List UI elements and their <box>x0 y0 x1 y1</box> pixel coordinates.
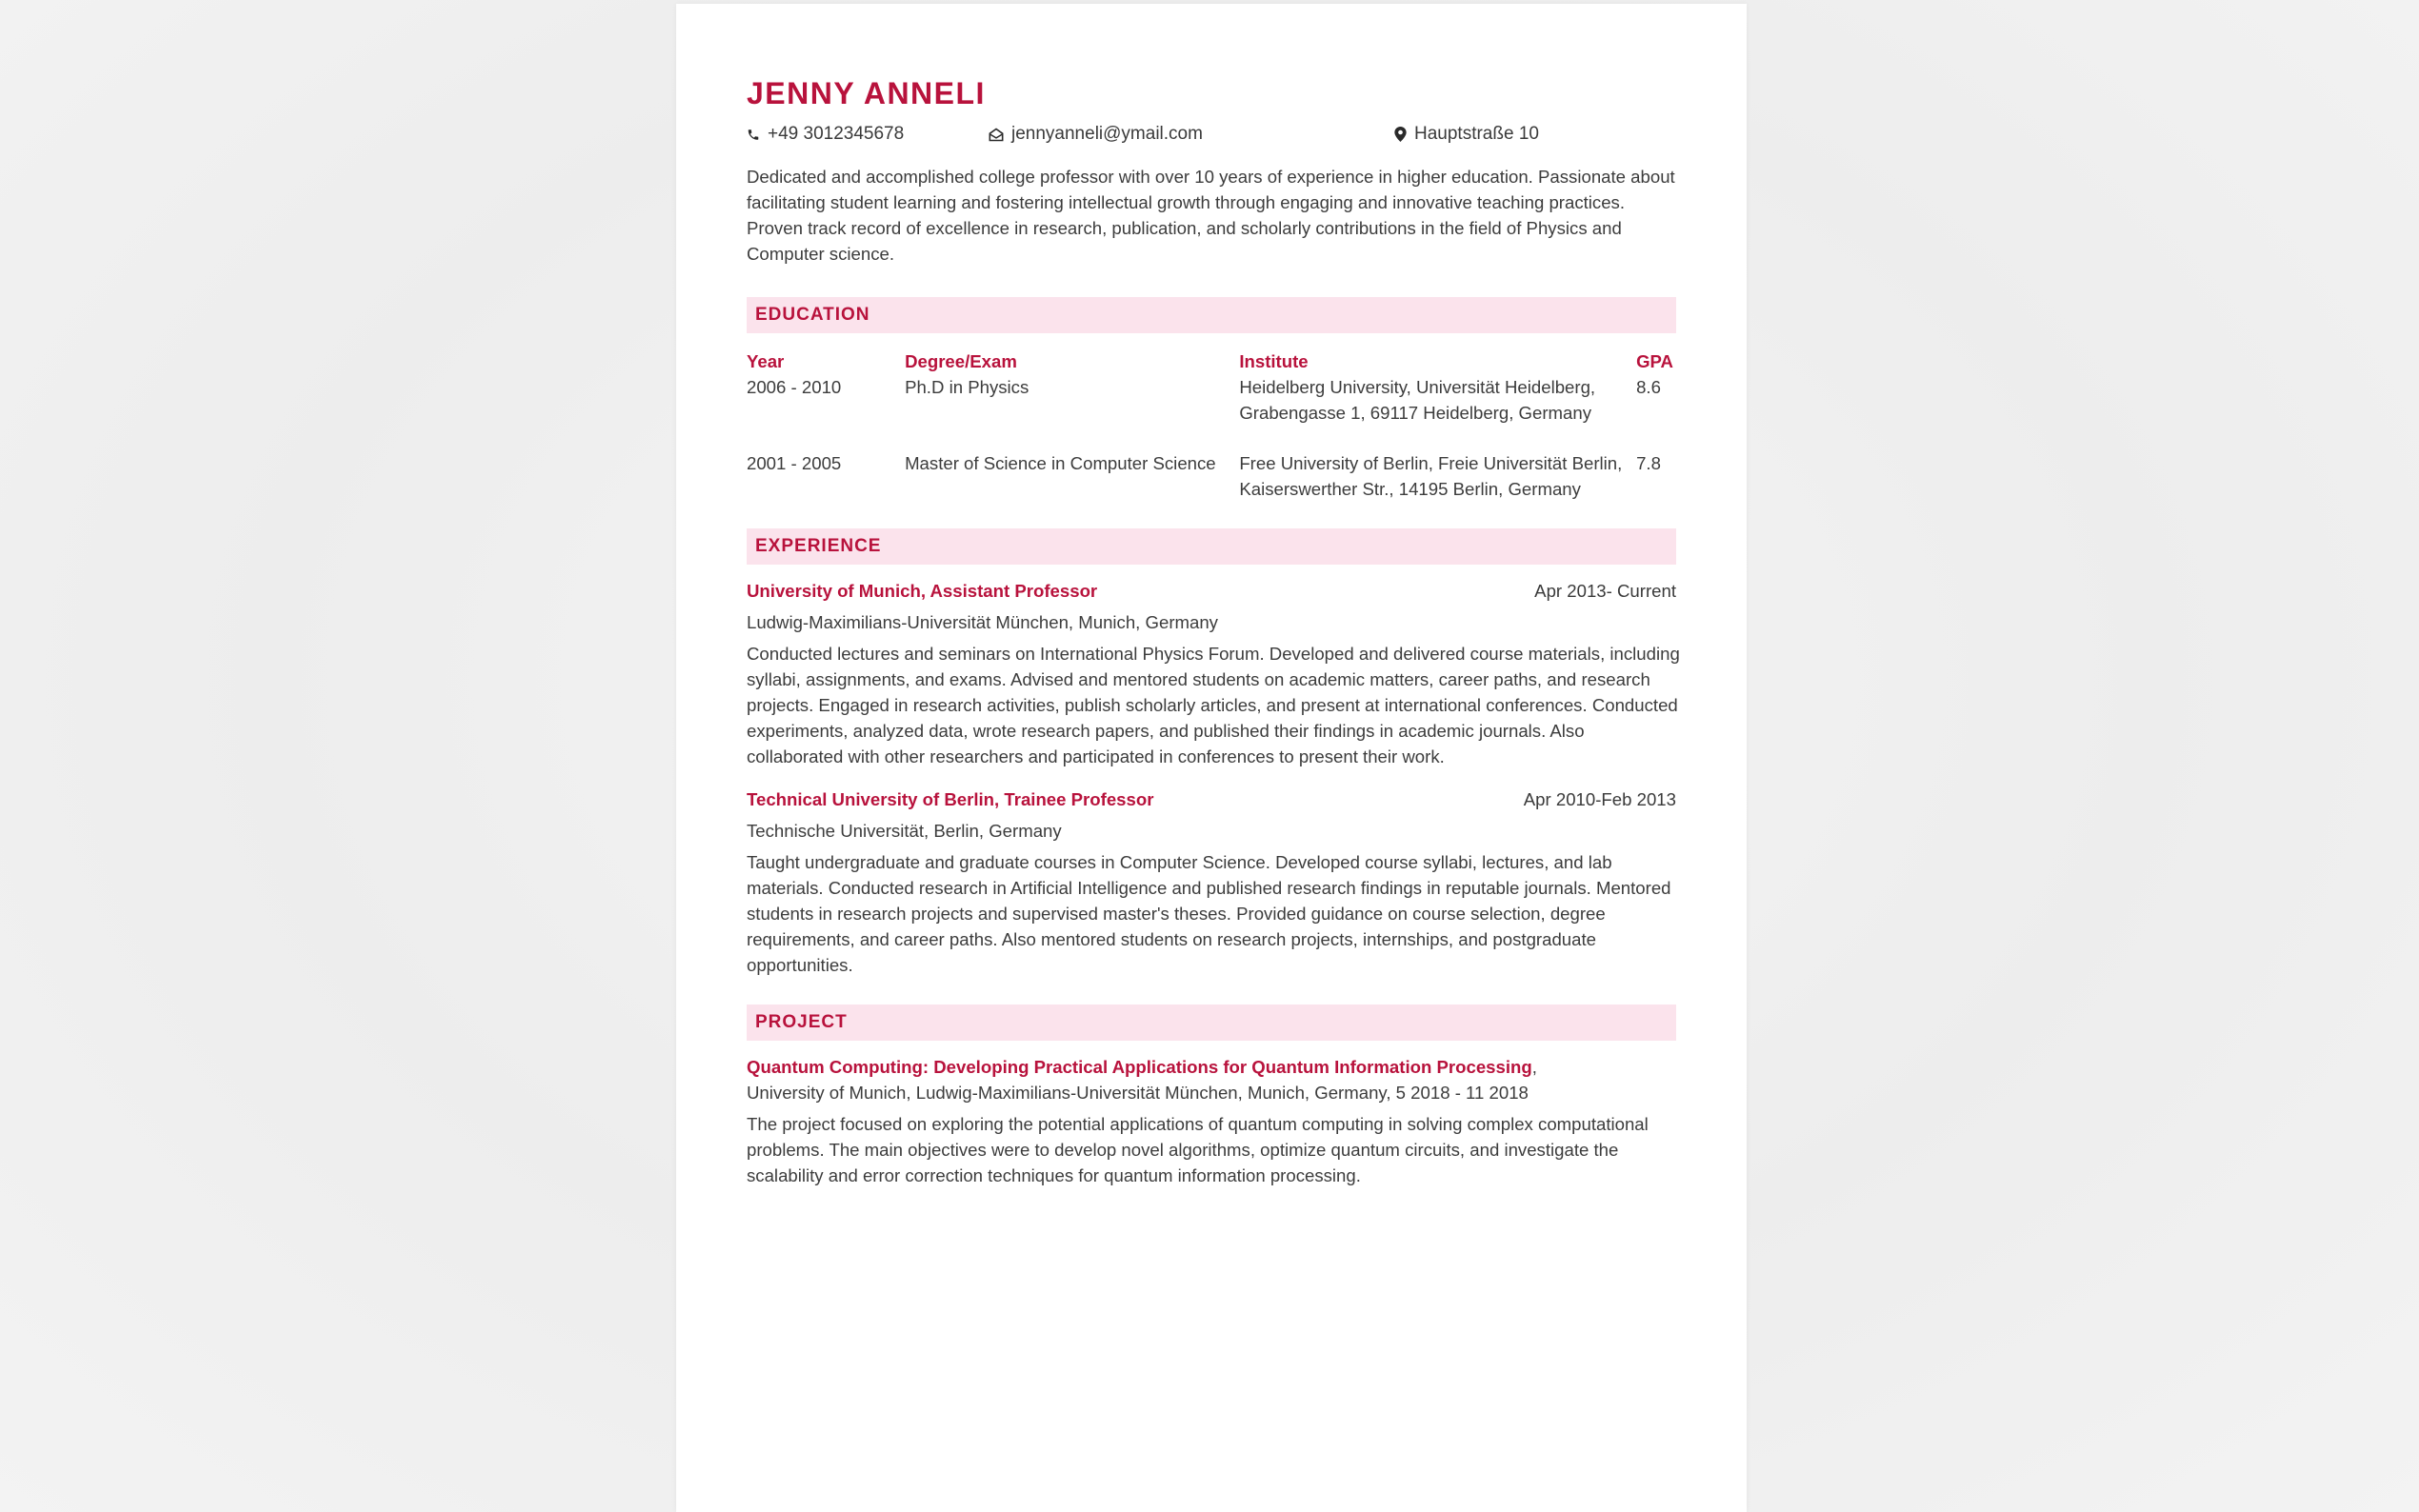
job-dates: Apr 2010-Feb 2013 <box>1523 789 1676 809</box>
experience-item-header <box>747 578 1676 604</box>
education-year: 2006 - 2010 <box>747 377 842 397</box>
education-degree: Master of Science in Computer Science <box>905 453 1216 473</box>
education-year: 2001 - 2005 <box>747 453 842 473</box>
column-header-institute: Institute <box>1239 351 1309 371</box>
education-gpa: 8.6 <box>1636 377 1661 397</box>
job-title: University of Munich, Assistant Professor <box>747 581 1098 601</box>
job-organization: Ludwig-Maximilians-Universität München, Munich, Germany <box>747 612 1218 632</box>
education-table <box>747 348 1676 502</box>
job-title: Technical University of Berlin, Trainee Professor <box>747 789 1154 809</box>
education-degree: Ph.D in Physics <box>905 377 1030 397</box>
experience-item <box>747 578 1680 769</box>
envelope-open-icon <box>989 128 1004 142</box>
job-description: Taught undergraduate and graduate courses in Computer Science. Developed course syllabi, lectures, and lab materials. Conducted research in Artificial Intelligence and published research findings in reputable journals. Mentored students in research projects and supervised master's theses. Provided guidance on course selection, degree requirements, and career paths. Also mentored students on research projects, internships, and postgraduate opportunities. <box>747 852 1671 975</box>
column-header-year: Year <box>747 351 785 371</box>
contact-phone <box>747 124 904 145</box>
resume-page <box>676 4 1747 1512</box>
project-title: Quantum Computing: Developing Practical Applications for Quantum Information Processing <box>747 1057 1532 1077</box>
contact-row <box>747 124 1676 150</box>
experience-item-header <box>747 786 1676 812</box>
project-item <box>747 1054 1676 1188</box>
job-dates: Apr 2013- Current <box>1534 581 1676 601</box>
column-header-gpa: GPA <box>1636 351 1673 371</box>
project-title-line <box>747 1054 1676 1080</box>
education-gpa: 7.8 <box>1636 453 1661 473</box>
map-pin-icon <box>1394 127 1407 142</box>
address-text: Hauptstraße 10 <box>1414 124 1539 144</box>
education-heading: EDUCATION <box>747 297 1676 333</box>
profile-summary: Dedicated and accomplished college professor with over 10 years of experience in higher education. Passionate about facilitating student learning and fostering intellectual growth through engaging and innovative teaching practices. Proven track record of excellence in research, publication, and scholarly contributions in the field of Physics and Computer science. <box>747 167 1675 264</box>
candidate-name: JENNY ANNELI <box>747 76 986 110</box>
job-organization: Technische Universität, Berlin, Germany <box>747 821 1062 841</box>
project-heading: PROJECT <box>747 1005 1676 1041</box>
contact-address <box>1394 124 1539 145</box>
education-header-row <box>747 348 1676 374</box>
contact-email <box>989 124 1203 145</box>
phone-icon <box>747 128 760 142</box>
experience-item <box>747 786 1676 978</box>
project-title-suffix: , <box>1531 1057 1537 1077</box>
email-text: jennyanneli@ymail.com <box>1011 124 1203 144</box>
project-description: The project focused on exploring the potential applications of quantum computing in solving complex computational problems. The main objectives were to develop novel algorithms, optimize quantum circuits, and investigate the scalability and error correction techniques for quantum information processing. <box>747 1114 1649 1185</box>
education-institute: Free University of Berlin, Freie Universität Berlin, Kaiserswerther Str., 14195 Berlin, Germany <box>1239 453 1623 499</box>
education-row <box>747 450 1676 502</box>
education-institute: Heidelberg University, Universität Heidelberg, Grabengasse 1, 69117 Heidelberg, Germany <box>1239 377 1596 423</box>
experience-heading: EXPERIENCE <box>747 528 1676 565</box>
project-details: University of Munich, Ludwig-Maximilians-Universität München, Munich, Germany, 5 2018 - 11 2018 <box>747 1083 1529 1103</box>
job-description: Conducted lectures and seminars on International Physics Forum. Developed and delivered course materials, including syllabi, assignments, and exams. Advised and mentored students on academic matters, career paths, and research projects. Engaged in research activities, publish scholarly articles, and present at international conferences. Conducted experiments, analyzed data, wrote research papers, and published their findings in academic journals. Also collaborated with other researchers and participated in conferences to present their work. <box>747 644 1680 766</box>
phone-text: +49 3012345678 <box>768 124 905 144</box>
education-row <box>747 374 1676 450</box>
column-header-degree: Degree/Exam <box>905 351 1017 371</box>
